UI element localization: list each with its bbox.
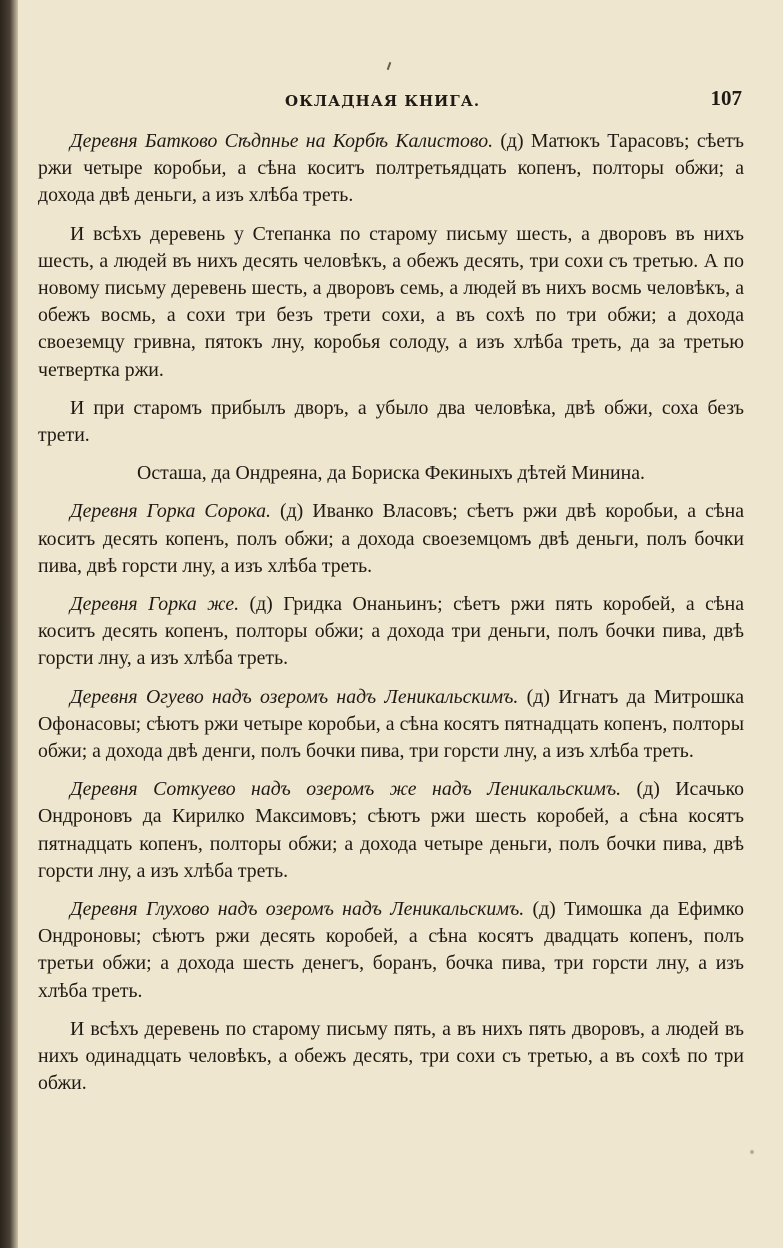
- running-head: [38, 86, 744, 116]
- marker-d: (д): [249, 593, 273, 616]
- paragraph-text: Исачько Ондроновъ да Кирилко Максимовъ; сѣютъ ржи шесть коробей, а сѣна косятъ пятнадцать копенъ, полторы обжи; а дохода четыре деньги, полъ бочки пива, двѣ горсти лну, а изъ хлѣба треть.: [38, 778, 744, 882]
- paragraph-text: Иванко Власовъ; сѣетъ ржи двѣ коробьи, а сѣна коситъ десять копенъ, полъ обжи; а дохода своеземцомъ двѣ деньги, полъ бочки пива, двѣ горсти лну, а изъ хлѣба треть.: [38, 500, 744, 577]
- paragraph-sotkuevo: [38, 776, 744, 885]
- book-spine-shadow: [0, 0, 18, 1248]
- paragraph-gorka-zhe: [38, 591, 744, 673]
- book-page: [38, 0, 744, 1248]
- paragraph-summary-final: [38, 1016, 744, 1098]
- owners-heading: [38, 460, 744, 487]
- village-heading: Деревня Горка же.: [70, 593, 240, 616]
- paragraph-text: Тимошка да Ефимко Ондроновы; сѣютъ ржи десять коробей, а сѣна косятъ двадцать копенъ, полъ третьи обжи; а дохода шесть денегъ, боранъ, бочка пива, три горсти лну, а изъ хлѣба треть.: [38, 898, 745, 1002]
- village-heading: Деревня Глухово надъ озеромъ надъ Леникальскимъ.: [70, 898, 525, 921]
- paragraph-text: Гридка Онаньинъ; сѣетъ ржи пять коробей, а сѣна коситъ десять копенъ, полторы обжи; а дохода три деньги, полъ бочки пива, двѣ горсти лну, а изъ хлѣба треть.: [38, 593, 745, 670]
- village-heading: Деревня Батково Сѣдпнье на Корбѣ Калистово.: [70, 130, 494, 152]
- village-heading: Деревня Соткуево надъ озеромъ же надъ Леникальскимъ.: [70, 778, 622, 801]
- body-text: [38, 128, 744, 1109]
- marker-d: (д): [636, 778, 660, 801]
- owners-heading-text: Осташа, да Ондреяна, да Бориска Фекиныхъ дѣтей Минина.: [137, 462, 645, 485]
- village-heading: Деревня Огуево надъ озеромъ надъ Леникальскимъ.: [70, 685, 519, 708]
- village-heading: Деревня Горка Сорока.: [70, 500, 271, 523]
- marker-d: (д): [280, 500, 304, 523]
- paragraph-oguevo: [38, 684, 744, 766]
- paragraph-gorka-soroka: [38, 498, 744, 580]
- page-number: 107: [710, 86, 742, 110]
- paragraph-text: И всѣхъ деревень по старому письму пять, а въ нихъ пять дворовъ, а людей въ нихъ одинадцать человѣкъ, а обежъ десять, три сохи съ третью, а въ сохѣ по три обжи.: [38, 1017, 744, 1095]
- paragraph-text: И при старомъ прибылъ дворъ, а убыло два человѣка, двѣ обжи, соха безъ трети.: [38, 396, 744, 447]
- paragraph-text: Игнатъ да Митрошка Офонасовы; сѣютъ ржи четыре коробьи, а сѣна косятъ пятнадцать копенъ, полторы обжи; а дохода двѣ денги, полъ бочки пива, три горсти лну, а изъ хлѣба треть.: [38, 685, 744, 763]
- marker-d: (д): [500, 130, 524, 152]
- paper-speck: [750, 1150, 754, 1154]
- marker-d: (д): [526, 685, 550, 708]
- running-head-title: ОКЛАДНАЯ КНИГА.: [285, 92, 481, 110]
- paragraph-summary-stepanko: [38, 221, 744, 384]
- paragraph-glukhovo: [38, 896, 744, 1005]
- paragraph-text: Матюкъ Тарасовъ; сѣетъ ржи четыре коробьи, а сѣна коситъ полтретьядцать копенъ, полторы обжи; а дохода двѣ деньги, а изъ хлѣба треть.: [38, 130, 744, 207]
- paragraph-comparison: [38, 395, 744, 449]
- marker-d: (д): [532, 898, 556, 921]
- paragraph-batkovo: [38, 128, 744, 210]
- paragraph-text: И всѣхъ деревень у Степанка по старому письму шесть, а дворовъ въ нихъ шесть, а людей въ нихъ десять человѣкъ, а обежъ десять, три сохи съ третью. А по новому письму деревень шесть, а дворовъ семь, а людей въ нихъ восмь человѣкъ, а обежъ восмь, а сохи три безъ трети сохи, а въ сохѣ по три обжи; а дохода своеземцу гривна, пятокъ лну, коробья солоду, а изъ хлѣба треть, да за третью четвертка ржи.: [38, 222, 744, 381]
